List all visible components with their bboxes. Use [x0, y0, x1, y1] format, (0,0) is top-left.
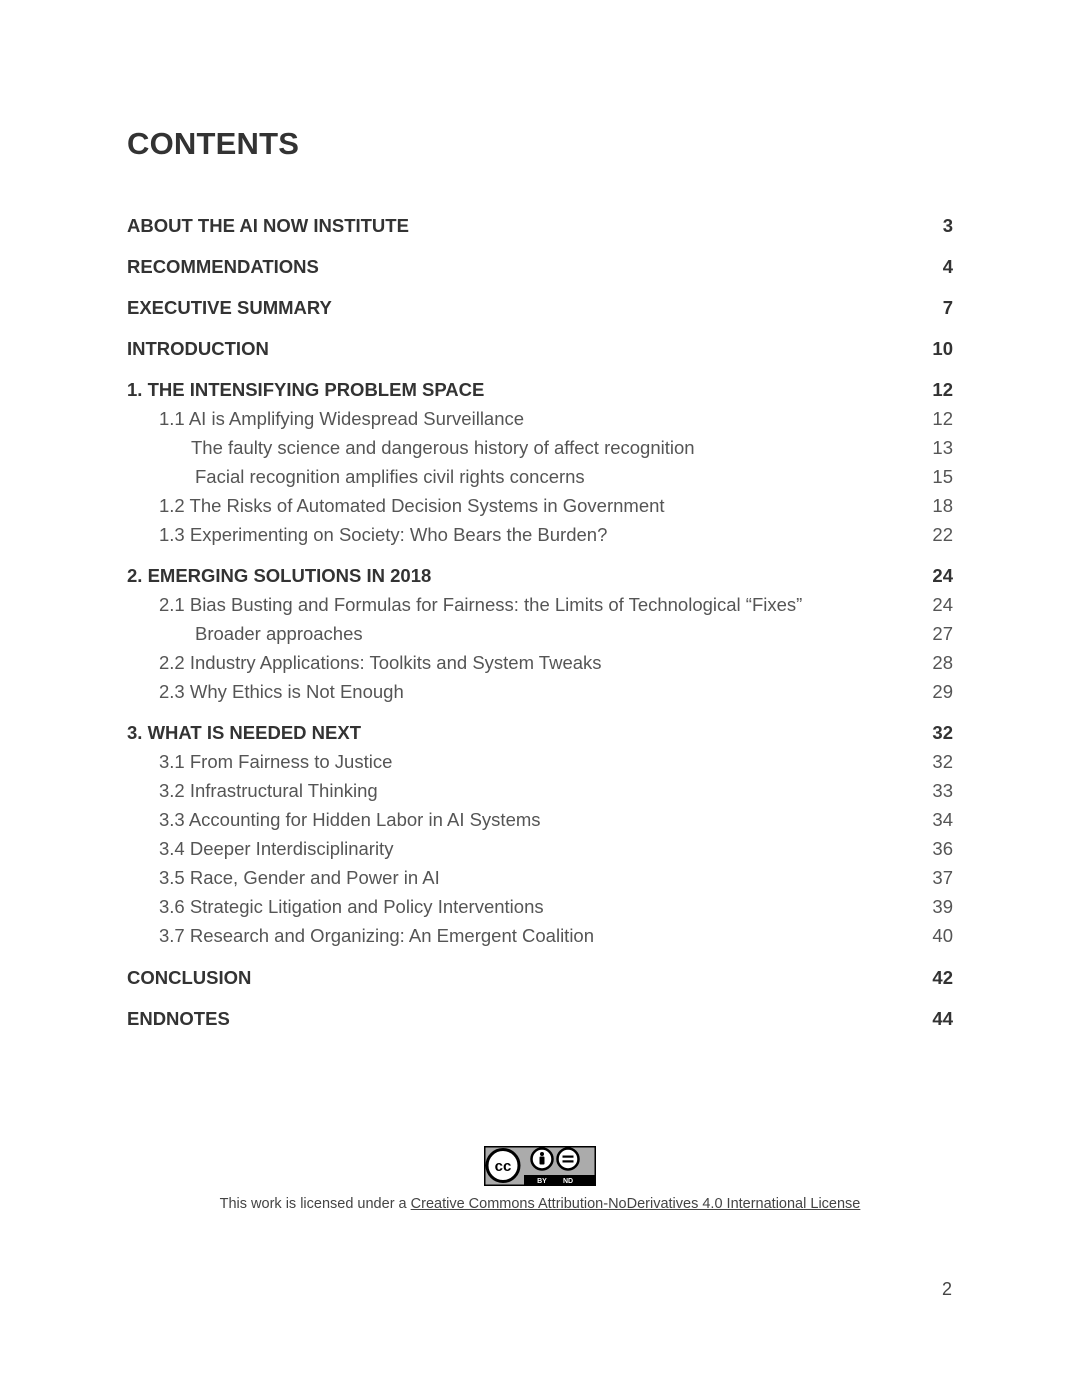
toc-entry-label: The faulty science and dangerous history of affect recognition	[191, 437, 695, 458]
toc-entry-facial-recognition[interactable]	[127, 462, 953, 491]
toc-entry-page: 7	[942, 297, 953, 318]
toc-entry-label: 2.2 Industry Applications: Toolkits and System Tweaks	[159, 652, 602, 673]
toc-entry-broader-approaches[interactable]	[127, 619, 953, 648]
toc-entry-3-7[interactable]	[127, 921, 953, 950]
toc-entry-page: 24	[932, 594, 953, 615]
toc-entry-label: 2.3 Why Ethics is Not Enough	[159, 681, 404, 702]
toc-entry-3-1[interactable]	[127, 747, 953, 776]
cc-by-nd-badge-icon[interactable]	[484, 1146, 596, 1191]
license-link[interactable]: Creative Commons Attribution-NoDerivatives 4.0 International License	[410, 1196, 861, 1212]
toc-entry-page: 36	[932, 838, 953, 859]
toc-entry-page: 10	[932, 338, 953, 359]
toc-entry-label: 1. THE INTENSIFYING PROBLEM SPACE	[127, 379, 485, 400]
toc-entry-3-4[interactable]	[127, 834, 953, 863]
toc-entry-label: 3.3 Accounting for Hidden Labor in AI Systems	[159, 809, 541, 830]
toc-entry-label: CONCLUSION	[127, 967, 252, 988]
toc-entry-page: 18	[932, 495, 953, 516]
toc-entry-section-2[interactable]	[127, 561, 953, 590]
toc-entry-label: 3.1 From Fairness to Justice	[159, 751, 393, 772]
toc-entry-affect-recognition[interactable]	[127, 433, 953, 462]
toc-entry-label: Broader approaches	[195, 623, 363, 644]
toc-entry-page: 42	[932, 967, 953, 988]
toc-entry-page: 13	[932, 437, 953, 458]
toc-entry-label: 3.5 Race, Gender and Power in AI	[159, 867, 440, 888]
toc-entry-about[interactable]	[127, 211, 953, 240]
toc-entry-1-3[interactable]	[127, 520, 953, 549]
toc-entry-page: 27	[932, 623, 953, 644]
toc-entry-page: 15	[932, 466, 953, 487]
toc-entry-label: 3.2 Infrastructural Thinking	[159, 780, 378, 801]
toc-entry-label: 3.4 Deeper Interdisciplinarity	[159, 838, 394, 859]
toc-entry-executive-summary[interactable]	[127, 293, 953, 322]
toc-entry-page: 4	[942, 256, 953, 277]
toc-entry-label: RECOMMENDATIONS	[127, 256, 319, 277]
toc-entry-label: 1.2 The Risks of Automated Decision Systems in Government	[159, 495, 665, 516]
toc-entry-label: 1.3 Experimenting on Society: Who Bears the Burden?	[159, 524, 608, 545]
toc-entry-page: 32	[932, 751, 953, 772]
toc-entry-introduction[interactable]	[127, 334, 953, 363]
toc-entry-3-3[interactable]	[127, 805, 953, 834]
toc-entry-page: 39	[932, 896, 953, 917]
toc-entry-page: 37	[932, 867, 953, 888]
toc-entry-page: 33	[932, 780, 953, 801]
page-number: 2	[941, 1279, 952, 1299]
toc-entry-section-1[interactable]	[127, 375, 953, 404]
toc-entry-page: 12	[932, 379, 953, 400]
toc-entry-2-3[interactable]	[127, 677, 953, 706]
toc-entry-label: INTRODUCTION	[127, 338, 269, 359]
toc-entry-label: ENDNOTES	[127, 1008, 230, 1029]
toc-entry-label: ABOUT THE AI NOW INSTITUTE	[127, 215, 409, 236]
toc-entry-3-6[interactable]	[127, 892, 953, 921]
toc-entry-conclusion[interactable]	[127, 963, 953, 992]
toc-entry-label: EXECUTIVE SUMMARY	[127, 297, 332, 318]
license-badge-container	[0, 1146, 1080, 1191]
toc-entry-page: 29	[932, 681, 953, 702]
toc-entry-page: 24	[932, 565, 953, 586]
toc-entry-page: 28	[932, 652, 953, 673]
toc-entry-1-2[interactable]	[127, 491, 953, 520]
toc-entry-2-1[interactable]	[127, 590, 953, 619]
toc-entry-page: 22	[932, 524, 953, 545]
toc-entry-endnotes[interactable]	[127, 1004, 953, 1033]
toc-entry-label: 2. EMERGING SOLUTIONS IN 2018	[127, 565, 432, 586]
toc-entry-label: Facial recognition amplifies civil rights concerns	[195, 466, 585, 487]
toc-entry-page: 32	[932, 722, 953, 743]
license-prefix: This work is licensed under a	[219, 1196, 411, 1212]
toc-entry-label: 1.1 AI is Amplifying Widespread Surveillance	[159, 408, 525, 429]
toc-entry-label: 3. WHAT IS NEEDED NEXT	[127, 722, 362, 743]
toc-entry-recommendations[interactable]	[127, 252, 953, 281]
toc-entry-label: 3.6 Strategic Litigation and Policy Interventions	[159, 896, 544, 917]
toc-entry-label: 2.1 Bias Busting and Formulas for Fairness: the Limits of Technological “Fixes”	[159, 594, 803, 615]
toc-entry-section-3[interactable]	[127, 718, 953, 747]
toc-entry-page: 12	[932, 408, 953, 429]
toc-entry-page: 3	[942, 215, 953, 236]
svg-text:cc: cc	[494, 1158, 512, 1175]
toc-entry-label: 3.7 Research and Organizing: An Emergent Coalition	[159, 925, 595, 946]
toc-entry-page: 44	[932, 1008, 953, 1029]
toc-entry-3-5[interactable]	[127, 863, 953, 892]
toc-entry-1-1[interactable]	[127, 404, 953, 433]
toc-entry-2-2[interactable]	[127, 648, 953, 677]
page-title: CONTENTS	[127, 126, 300, 161]
toc-entry-page: 40	[932, 925, 953, 946]
cc-badge-by-text: BY	[537, 1178, 547, 1185]
toc-entry-3-2[interactable]	[127, 776, 953, 805]
cc-badge-nd-text: ND	[562, 1178, 574, 1185]
toc-entry-page: 34	[932, 809, 953, 830]
license-statement	[0, 1196, 1080, 1212]
